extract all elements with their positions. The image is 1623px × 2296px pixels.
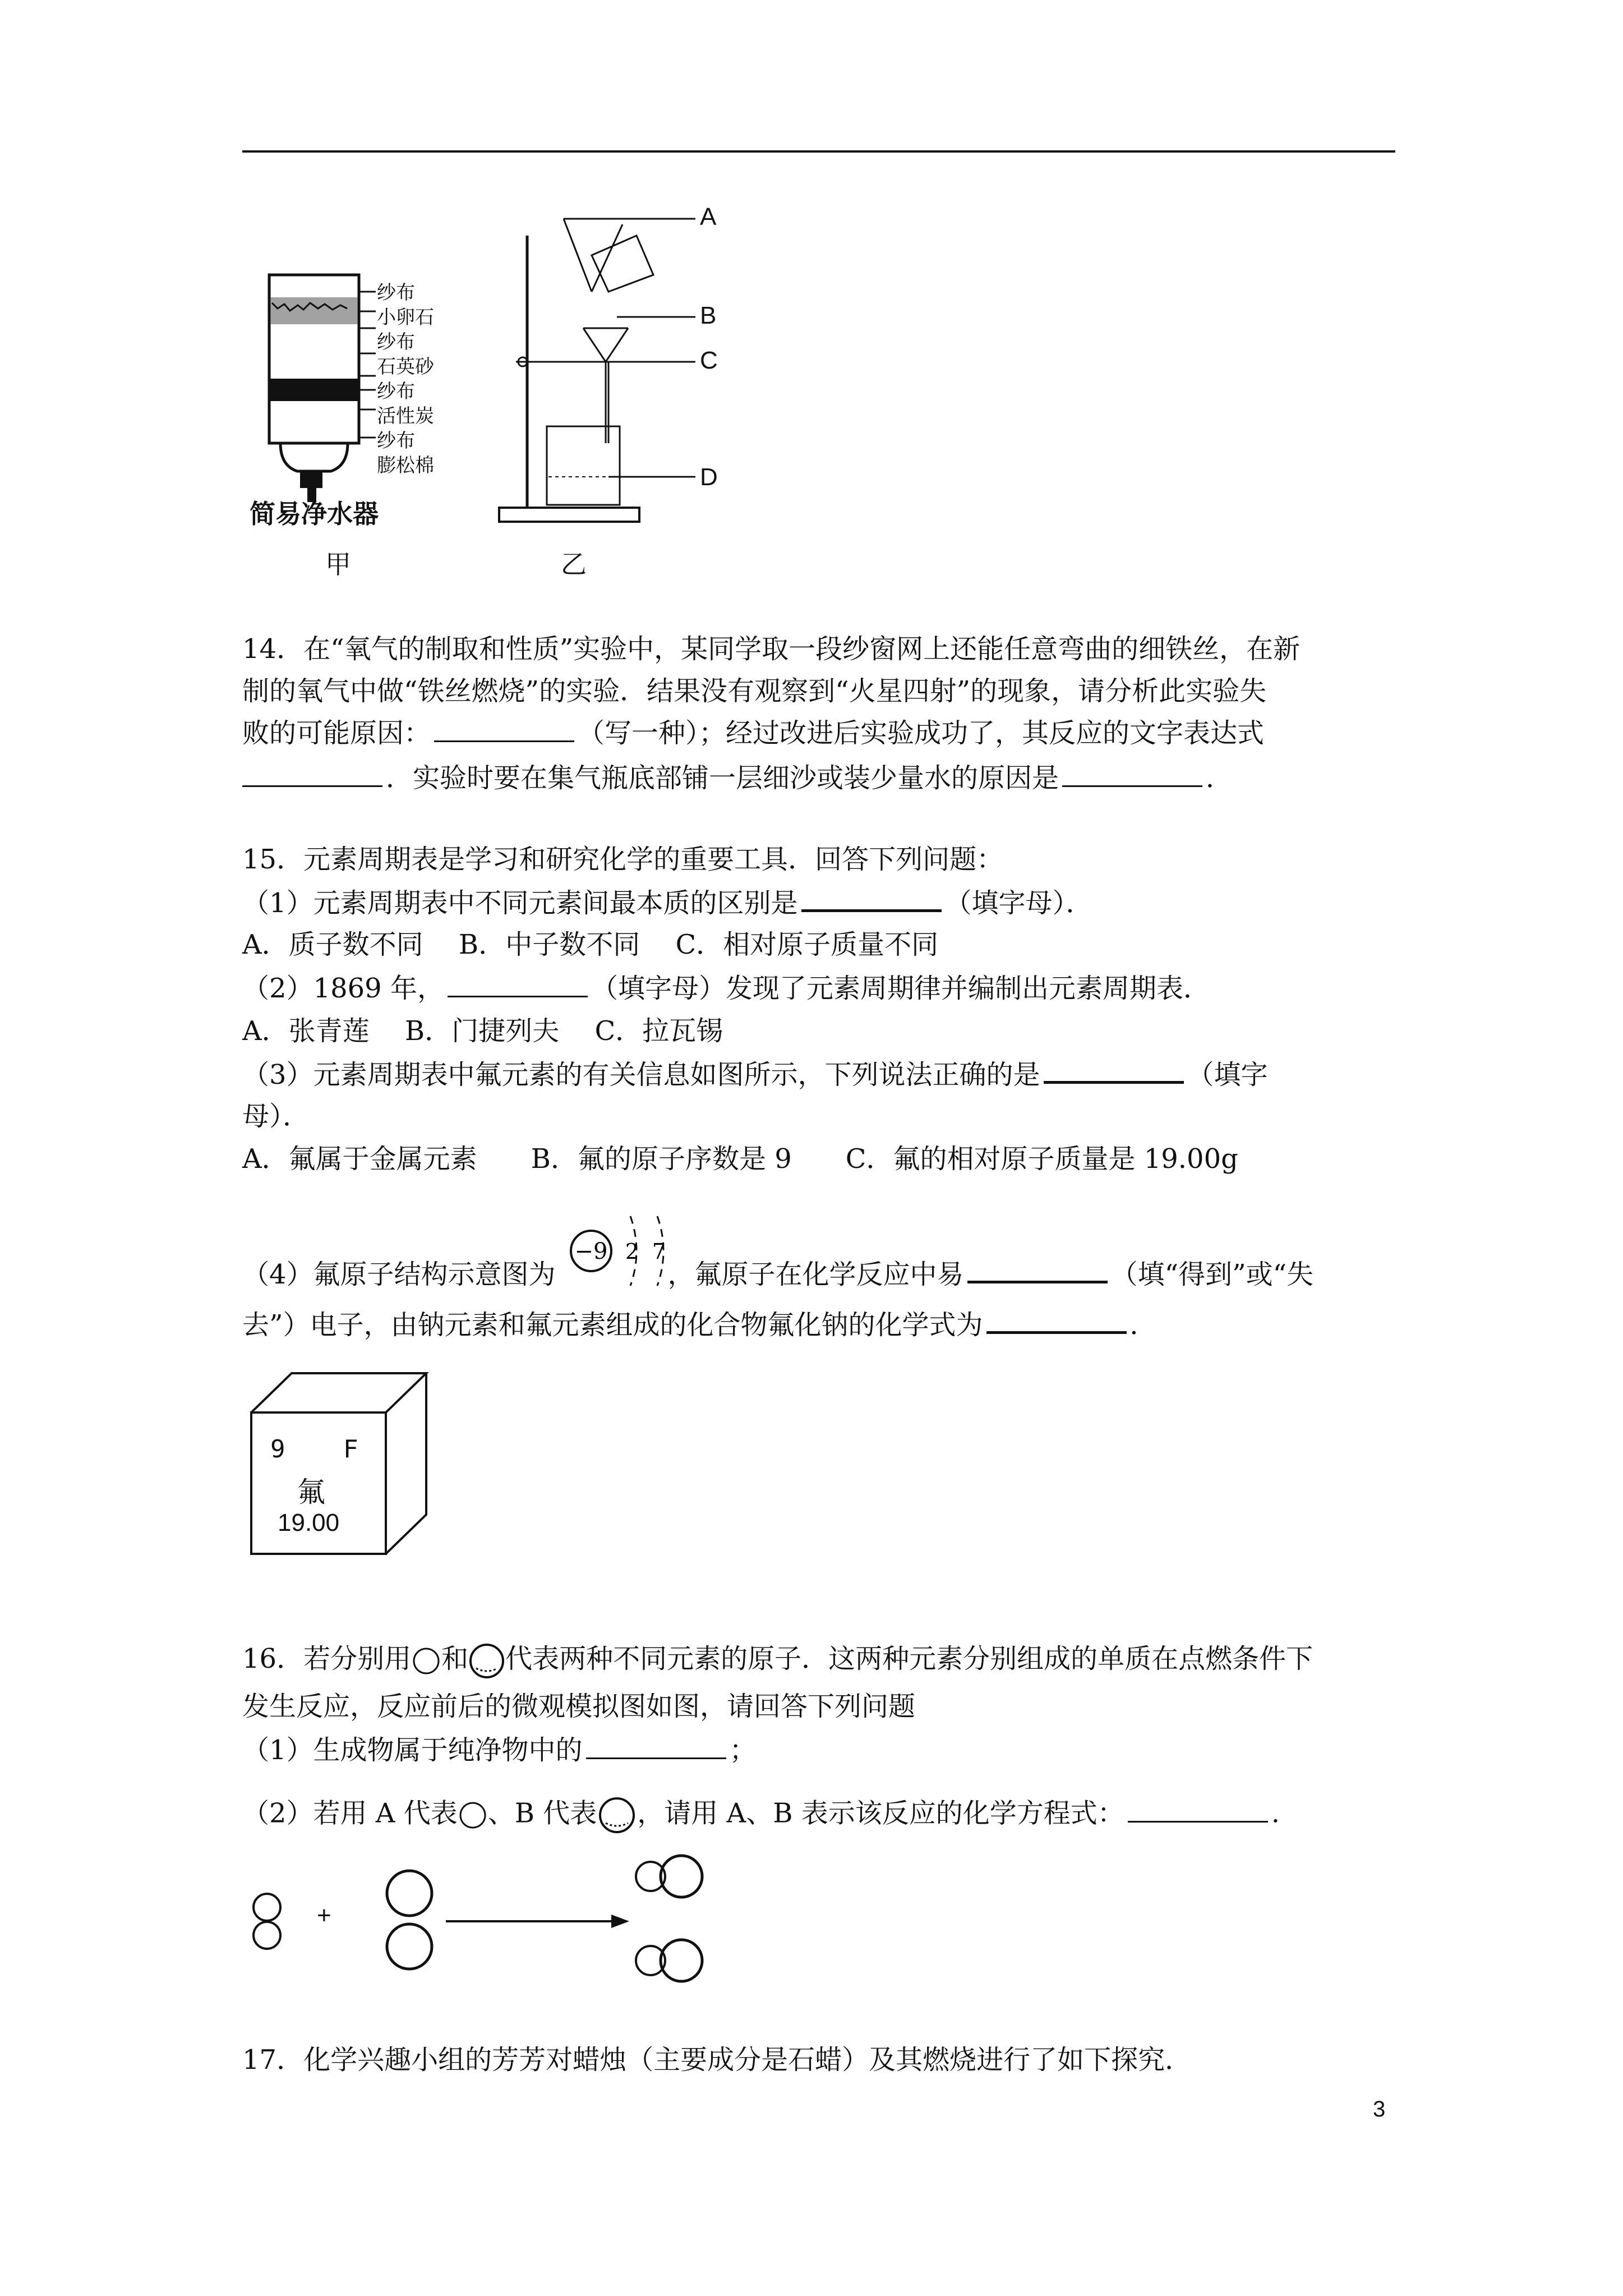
q16-p1b: ； [729, 1734, 757, 1766]
reactant-a-atom-1 [253, 1894, 280, 1921]
q14-line-2: 制的氧气中做“铁丝燃烧”的实验．结果没有观察到“火星四射”的现象，请分析此实验失 [242, 675, 1267, 707]
reaction-plus-sign: + [317, 1902, 331, 1929]
q15-intro: 15．元素周期表是学习和研究化学的重要工具．回答下列问题： [242, 844, 1004, 875]
q15-blank-1[interactable] [801, 887, 942, 912]
atom-shell-2: 7 [652, 1239, 666, 1264]
q14-line-4 [242, 760, 1233, 796]
q16-p2a: （2）若用 A 代表 [242, 1797, 458, 1829]
q16-blank-2[interactable] [1128, 1798, 1268, 1823]
figure-label-jia: 甲 [325, 549, 351, 579]
reaction-diagram [247, 1851, 718, 2019]
q16-blank-1[interactable] [586, 1735, 726, 1759]
q16-p2b: 、B 代表 [487, 1797, 597, 1829]
q15-blank-4[interactable] [967, 1258, 1108, 1283]
q15-p4b: ，氟原子在化学反应中易 [667, 1259, 964, 1290]
q15-p3a: （3）元素周期表中氟元素的有关信息如图所示，下列说法正确的是 [242, 1059, 1040, 1091]
reaction-arrowhead [611, 1915, 629, 1928]
q15-part-4 [242, 1257, 1313, 1292]
q14-line-4c: ． [1206, 762, 1233, 794]
header-rule [242, 150, 1395, 153]
fluorine-element-card [247, 1369, 437, 1559]
q15-blank-2[interactable] [448, 973, 588, 997]
element-card-box [247, 1369, 437, 1559]
q14-line-3a: 败的可能原因： [242, 717, 431, 749]
atom-large-icon [468, 1641, 505, 1681]
q16-p2d: . [1271, 1797, 1280, 1829]
filter-layer-1: 纱布 [377, 282, 415, 304]
q15-part-1 [242, 885, 1093, 921]
atom-shell-1: 2 [625, 1239, 639, 1264]
q15-blank-5[interactable] [986, 1309, 1127, 1334]
apparatus-label-c: C [700, 347, 718, 374]
q15-p4c: （填“得到”或“失 [1110, 1259, 1314, 1290]
reactant-b-atom-2 [387, 1924, 432, 1969]
filter-layer-4: 石英砂 [377, 356, 434, 378]
q14-blank-expression[interactable] [242, 763, 382, 787]
q15-p2-options: A．张青莲 B．门捷列夫 C．拉瓦锡 [242, 1015, 723, 1047]
atom-a-icon [458, 1800, 488, 1830]
q16-line-1b: 和 [441, 1643, 469, 1674]
q15-p1-options: A．质子数不同 B．中子数不同 C．相对原子质量不同 [242, 929, 939, 960]
apparatus-label-a: A [700, 203, 717, 231]
element-name: 氟 [297, 1476, 325, 1508]
reactant-a-atom-2 [253, 1922, 280, 1949]
product-2-atom-b [661, 1940, 702, 1981]
q16-line-1c: 代表两种不同元素的原子．这两种元素分别组成的单质在点燃条件下 [505, 1643, 1313, 1674]
q15-p3b: （填字 [1187, 1059, 1268, 1091]
q16-p2c: ，请用 A、B 表示该反应的化学方程式： [637, 1797, 1124, 1829]
q15-p4e: ． [1129, 1309, 1157, 1341]
q15-p3-options: A．氟属于金属元素 B．氟的原子序数是 9 C．氟的相对原子质量是 19.00g [242, 1143, 1238, 1175]
element-symbol: F [343, 1435, 358, 1464]
q14-line-3b: （写一种）；经过改进后实验成功了，其反应的文字表达式 [578, 717, 1265, 749]
q17-line-1: 17．化学兴趣小组的芳芳对蜡烛（主要成分是石蜡）及其燃烧进行了如下探究． [242, 2044, 1192, 2076]
filter-layer-labels [377, 280, 434, 478]
q15-p1b: （填字母）． [944, 887, 1093, 919]
reaction-drawing [247, 1851, 718, 2019]
q14-line-4b: ．实验时要在集气瓶底部铺一层细沙或装少量水的原因是 [386, 762, 1059, 794]
q15-p4a: （4）氟原子结构示意图为 [242, 1259, 556, 1290]
filter-layer-6: 活性炭 [377, 405, 434, 427]
q16-part-2 [242, 1795, 1280, 1835]
filter-layer-7: 纱布 [377, 430, 415, 452]
q16-p1a: （1）生成物属于纯净物中的 [242, 1734, 583, 1766]
q15-p3-cont: 母）． [242, 1101, 310, 1132]
q16-line-2: 发生反应，反应前后的微观模拟图如图，请回答下列问题 [242, 1691, 916, 1722]
q16-line-1 [242, 1641, 1313, 1681]
q14-blank-reason[interactable] [434, 718, 574, 742]
q15-blank-3[interactable] [1044, 1059, 1184, 1084]
filter-layer-2: 小卵石 [377, 306, 434, 329]
reactant-b-atom-1 [387, 1871, 432, 1916]
q16-line-1a: 16．若分别用 [242, 1643, 412, 1674]
apparatus-label-d: D [700, 463, 718, 491]
filter-layer-5: 纱布 [377, 380, 415, 403]
element-mass: 19.00 [278, 1509, 340, 1536]
atom-small-icon [411, 1646, 441, 1676]
q15-p4d: 去”）电子，由钠元素和氟元素组成的化合物氟化钠的化学式为 [242, 1309, 983, 1341]
apparatus-label-b: B [700, 302, 717, 329]
q14-line-1: 14．在“氧气的制取和性质”实验中，某同学取一段纱窗网上还能任意弯曲的细铁丝，在新 [242, 633, 1301, 665]
q16-part-1 [242, 1732, 757, 1768]
atom-b-icon [597, 1795, 637, 1835]
q14-line-3 [242, 715, 1264, 751]
filter-caption: 简易净水器 [250, 499, 379, 529]
page-number: 3 [1373, 2097, 1386, 2122]
filter-layer-8: 膨松棉 [377, 454, 434, 477]
element-number: 9 [270, 1435, 285, 1464]
q15-part-4-cont [242, 1307, 1157, 1343]
filter-layer-3: 纱布 [377, 331, 415, 353]
product-1-atom-b [661, 1856, 702, 1897]
q15-part-3 [242, 1057, 1268, 1093]
figure-label-yi: 乙 [561, 549, 587, 579]
q15-p1a: （1）元素周期表中不同元素间最本质的区别是 [242, 887, 798, 919]
q15-p2b: （填字母）发现了元素周期律并编制出元素周期表． [591, 973, 1210, 1004]
q15-p2a: （2）1869 年， [242, 973, 444, 1004]
atom-nucleus: −9 [574, 1239, 608, 1264]
q14-blank-sand[interactable] [1062, 763, 1202, 787]
q15-part-2 [242, 970, 1210, 1006]
